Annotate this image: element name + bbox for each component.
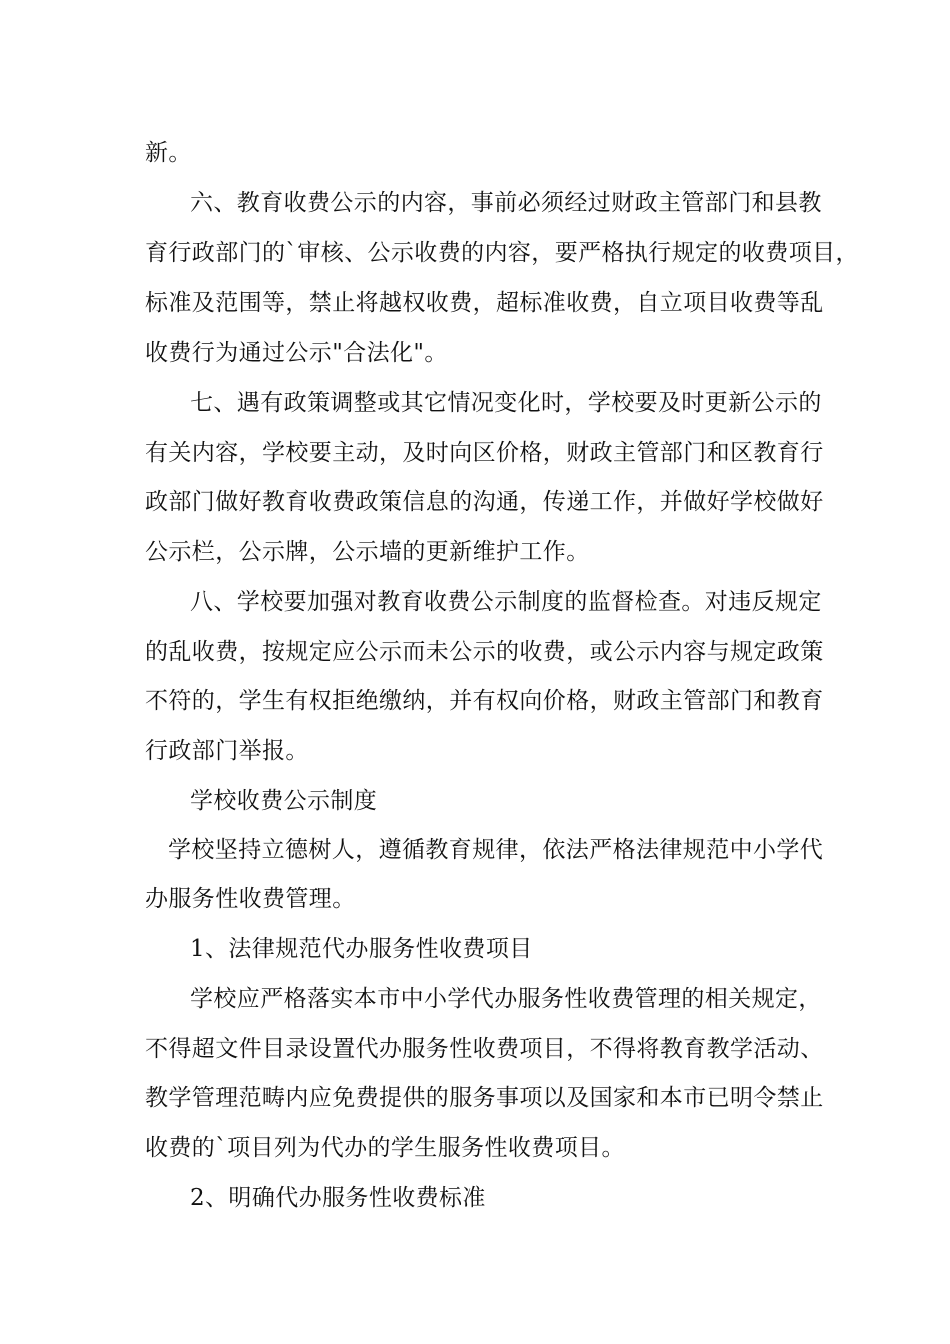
text-line: 标准及范围等，禁止将越权收费，超标准收费，自立项目收费等乱 <box>145 290 824 316</box>
text-line: 学校坚持立德树人，遵循教育规律，依法严格法律规范中小学代 <box>168 837 824 863</box>
text-line: 七、遇有政策调整或其它情况变化时，学校要及时更新公示的 <box>190 390 822 416</box>
text-line: 公示栏，公示牌，公示墙的更新维护工作。 <box>145 539 590 565</box>
text-line: 育行政部门的`审核、公示收费的内容，要严格执行规定的收费项目， <box>145 240 859 266</box>
text-line: 收费行为通过公示"合法化"。 <box>145 340 448 366</box>
text-line: 政部门做好教育收费政策信息的沟通，传递工作，并做好学校做好 <box>145 489 824 515</box>
text-line: 办服务性收费管理。 <box>145 886 356 912</box>
text-line: 八、学校要加强对教育收费公示制度的监督检查。对违反规定 <box>190 589 822 615</box>
text-line: 教学管理范畴内应免费提供的服务事项以及国家和本市已明令禁止 <box>145 1085 824 1111</box>
text-line: 不得超文件目录设置代办服务性收费项目，不得将教育教学活动、 <box>145 1036 824 1062</box>
text-line: 的乱收费，按规定应公示而未公示的收费，或公示内容与规定政策 <box>145 639 824 665</box>
text-line: 收费的`项目列为代办的学生服务性收费项目。 <box>145 1135 625 1161</box>
text-line: 六、教育收费公示的内容，事前必须经过财政主管部门和县教 <box>190 190 822 216</box>
text-line: 行政部门举报。 <box>145 738 309 764</box>
section-title: 学校收费公示制度 <box>190 788 378 814</box>
subsection-heading: 2、明确代办服务性收费标准 <box>190 1185 486 1211</box>
text-line: 新。 <box>145 140 192 166</box>
text-line: 学校应严格落实本市中小学代办服务性收费管理的相关规定， <box>190 986 822 1012</box>
text-line: 有关内容，学校要主动，及时向区价格，财政主管部门和区教育行 <box>145 440 824 466</box>
subsection-heading: 1、法律规范代办服务性收费项目 <box>190 936 533 962</box>
text-line: 不符的，学生有权拒绝缴纳，并有权向价格，财政主管部门和教育 <box>145 688 824 714</box>
